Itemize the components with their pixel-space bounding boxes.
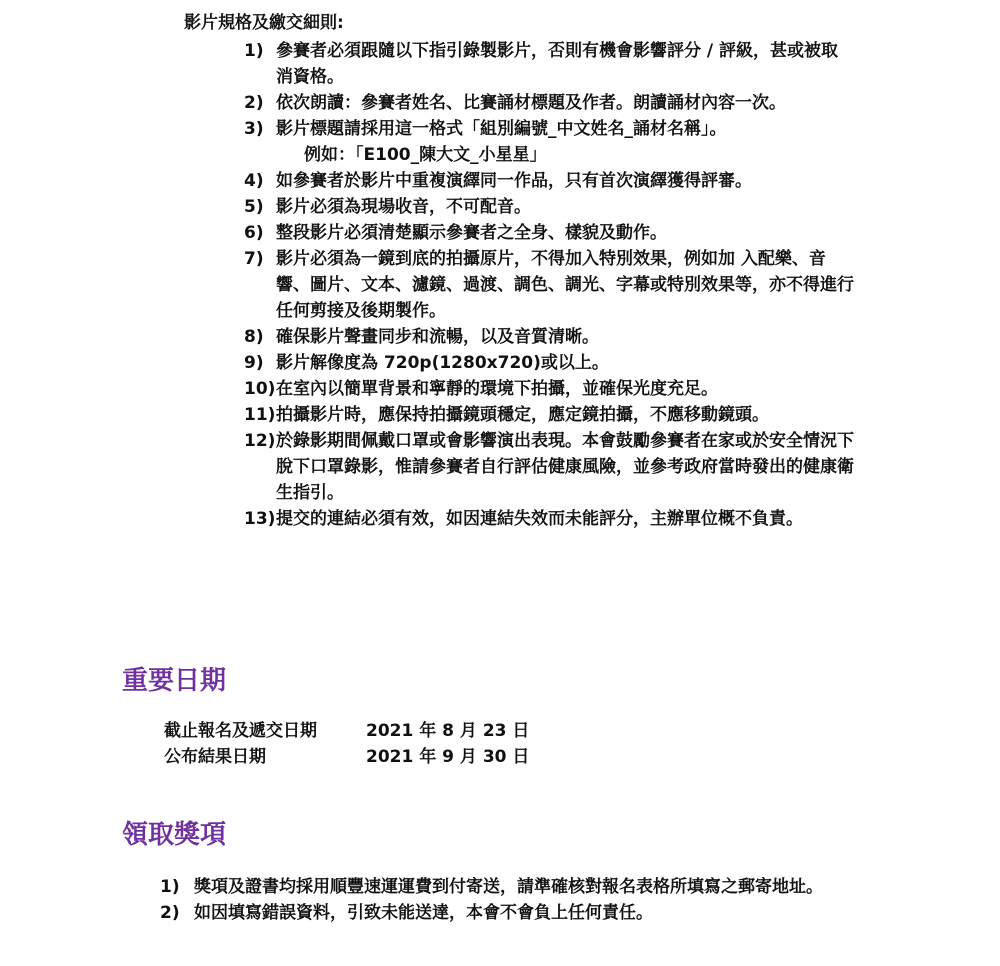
list-item-number: 8) (244, 327, 264, 347)
date-row (164, 718, 529, 744)
list-item-number: 2) (160, 903, 180, 923)
list-item-text: 影片必須為一鏡到底的拍攝原片，不得加入特別效果，例如加 入配樂、音響、圖片、文本、濾鏡、過渡、調色、調光、字幕或特別效果等，亦不得進行任何剪接及後期製作。 (276, 249, 854, 321)
date-label: 截止報名及遞交日期 (164, 721, 317, 741)
date-row (164, 744, 529, 770)
list-item-number: 2) (244, 93, 264, 113)
list-item-text: 影片必須為現場收音，不可配音。 (276, 197, 531, 217)
list-item-number: 13) (244, 509, 276, 529)
list-item (244, 168, 854, 194)
list-item-text: 參賽者必須跟隨以下指引錄製影片，否則有機會影響評分 / 評級，甚或被取消資格。 (276, 41, 839, 87)
spec-rules-list (244, 38, 854, 532)
list-item-text: 在室內以簡單背景和寧靜的環境下拍攝，並確保光度充足。 (276, 379, 718, 399)
list-item-number: 6) (244, 223, 264, 243)
list-item-number: 7) (244, 249, 264, 269)
list-item-text: 提交的連結必須有效，如因連結失效而未能評分，主辦單位概不負責。 (276, 509, 803, 529)
list-item-text: 如參賽者於影片中重複演繹同一作品，只有首次演繹獲得評審。 (276, 171, 752, 191)
list-item-text: 於錄影期間佩戴口罩或會影響演出表現。本會鼓勵參賽者在家或於安全情況下脫下口罩錄影，惟請參賽者自行評估健康風險，並參考政府當時發出的健康衛生指引。 (276, 431, 854, 503)
list-item (244, 506, 854, 532)
list-item-number: 3) (244, 119, 264, 139)
list-item-number: 12) (244, 431, 276, 451)
list-item-body (276, 116, 854, 168)
list-item-number: 4) (244, 171, 264, 191)
list-item-text: 確保影片聲畫同步和流暢，以及音質清晰。 (276, 327, 599, 347)
list-item-number: 11) (244, 405, 276, 425)
list-item-number: 10) (244, 379, 276, 399)
title-format-example: 例如：「E100_陳大文_小星星」 (304, 145, 547, 165)
list-item (244, 116, 854, 168)
spec-title: 影片規格及繳交細則: (184, 13, 344, 33)
date-label: 公布結果日期 (164, 747, 266, 767)
date-value: 2021 年 8 月 23 日 (366, 721, 530, 741)
list-item-text: 整段影片必須清楚顯示參賽者之全身、樣貌及動作。 (276, 223, 667, 243)
list-item (244, 376, 854, 402)
list-item (244, 324, 854, 350)
list-item-number: 1) (160, 877, 180, 897)
list-item-text: 依次朗讀：參賽者姓名、比賽誦材標題及作者。朗讀誦材內容一次。 (276, 93, 786, 113)
list-item (244, 38, 854, 90)
list-item-number: 9) (244, 353, 264, 373)
list-item (244, 350, 854, 376)
list-item-text: 拍攝影片時，應保持拍攝鏡頭穩定，應定鏡拍攝，不應移動鏡頭。 (276, 405, 769, 425)
list-item (244, 194, 854, 220)
list-item-text: 如因填寫錯誤資料，引致未能送達，本會不會負上任何責任。 (194, 903, 653, 923)
awards-heading: 領取獎項 (122, 820, 227, 850)
list-item-text: 獎項及證書均採用順豐速運運費到付寄送，請準確核對報名表格所填寫之郵寄地址。 (194, 877, 823, 897)
important-dates-heading: 重要日期 (122, 666, 227, 696)
awards-list (160, 874, 850, 926)
list-item (244, 220, 854, 246)
list-item-text: 影片解像度為 720p(1280x720)或以上。 (276, 353, 609, 373)
list-item-number: 5) (244, 197, 264, 217)
date-value: 2021 年 9 月 30 日 (366, 747, 530, 767)
list-item (244, 402, 854, 428)
list-item-number: 1) (244, 41, 264, 61)
list-item-text: 影片標題請採用這一格式「組別編號_中文姓名_誦材名稱」。 (276, 119, 727, 139)
list-item (244, 428, 854, 506)
list-item (160, 900, 850, 926)
important-dates-table (164, 718, 529, 770)
list-item (160, 874, 850, 900)
list-item (244, 90, 854, 116)
list-item (244, 246, 854, 324)
